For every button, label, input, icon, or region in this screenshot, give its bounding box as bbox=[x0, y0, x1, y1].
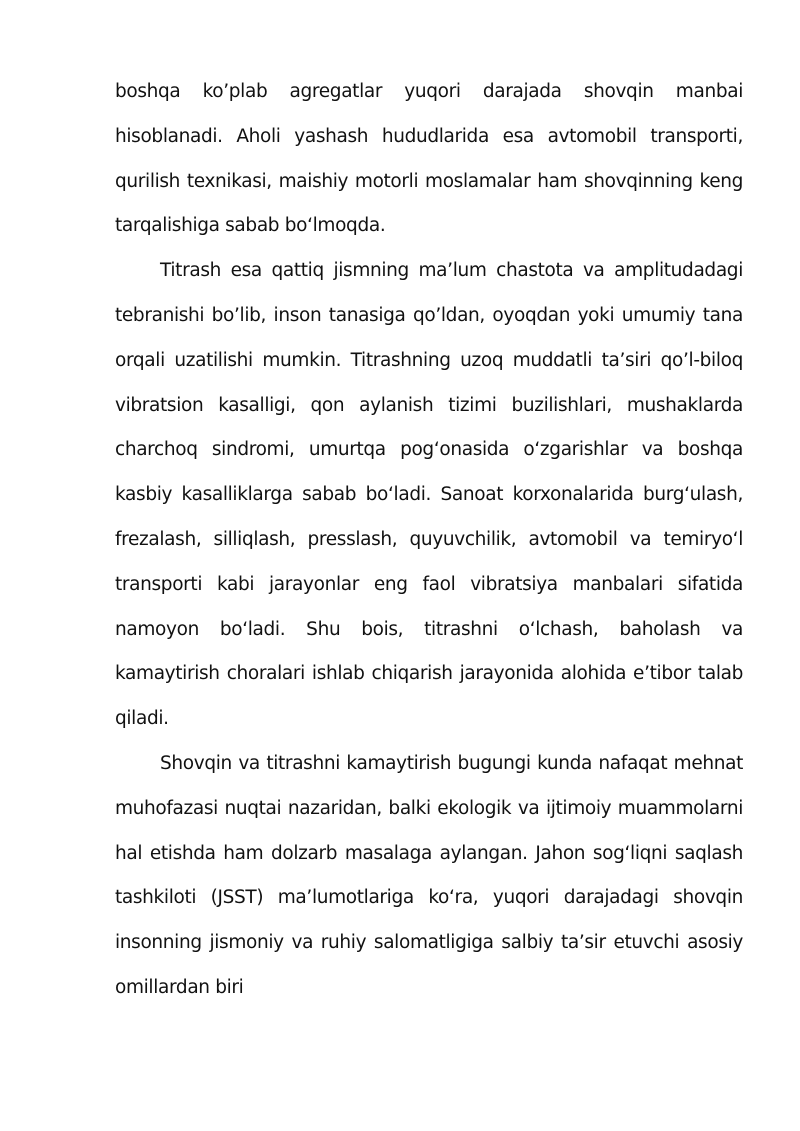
paragraph-noise-reduction: Shovqin va titrashni kamaytirish bugungi kunda nafaqat mehnat muhofazasi nuqtai nazaridan, balki ekologik va ijtimoiy muammolarni hal etishda ham dolzarb masalaga aylangan. Jahon sog‘liqni saqlash tashkiloti (JSST) ma’lumotlariga ko‘ra, yuqori darajadagi shovqin insonning jismoniy va ruhiy salomatligiga salbiy ta’sir etuvchi asosiy omillardan biri bbox=[115, 752, 743, 998]
body-text bbox=[115, 70, 743, 1011]
paragraph-continuation: boshqa ko’plab agregatlar yuqori darajada shovqin manbai hisoblanadi. Aholi yashash hududlarida esa avtomobil transporti, qurilish texnikasi, maishiy motorli moslamalar ham shovqinning keng tarqalishiga sabab bo‘lmoqda. bbox=[115, 81, 743, 237]
paragraph-vibration: Titrash esa qattiq jismning ma’lum chastota va amplitudadagi tebranishi bo’lib, inson tanasiga qo’ldan, oyoqdan yoki umumiy tana orqali uzatilishi mumkin. Titrashning uzoq muddatli ta’siri qo’l-biloq vibratsion kasalligi, qon aylanish tizimi buzilishlari, mushaklarda charchoq sindromi, umurtqa pog‘onasida o‘zgarishlar va boshqa kasbiy kasalliklarga sabab bo‘ladi. Sanoat korxonalarida burg‘ulash, frezalash, silliqlash, presslash, quyuvchilik, avtomobil va temiryo‘l transporti kabi jarayonlar eng faol vibratsiya manbalari sifatida namoyon bo‘ladi. Shu bois, titrashni o‘lchash, baholash va kamaytirish choralari ishlab chiqarish jarayonida alohida e’tibor talab qiladi. bbox=[115, 260, 743, 730]
